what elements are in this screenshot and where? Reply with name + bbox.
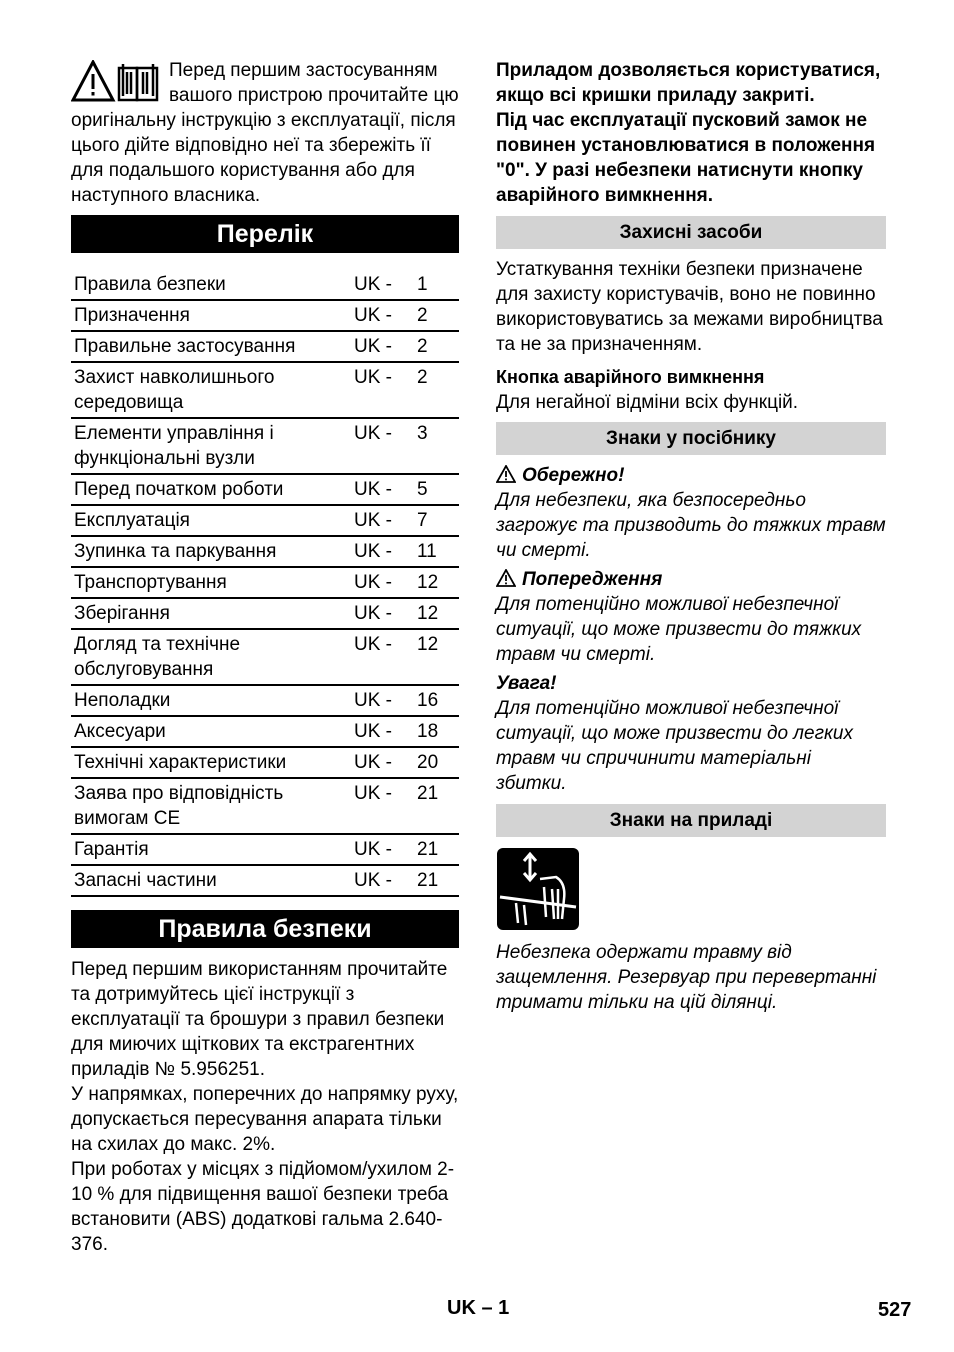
toc-row bbox=[71, 716, 459, 747]
toc-item-prefix: UK - bbox=[351, 331, 414, 362]
safety-paragraph-2: У напрямках, поперечних до напрямку руху, допускається пересування апарата тільки на схилах до макс. 2%. bbox=[71, 1084, 459, 1155]
toc-row bbox=[71, 362, 459, 418]
toc-item-page: 20 bbox=[414, 747, 459, 778]
toc-item-page: 2 bbox=[414, 300, 459, 331]
footer-page-number: 527 bbox=[878, 1299, 912, 1321]
toc-item-page: 11 bbox=[414, 536, 459, 567]
signs-device-heading: Знаки на приладі bbox=[496, 804, 886, 837]
toc-item-page: 16 bbox=[414, 685, 459, 716]
danger-title: Обережно! bbox=[522, 465, 625, 486]
safety-heading: Правила безпеки bbox=[71, 910, 459, 948]
toc-item-prefix: UK - bbox=[351, 270, 414, 300]
lid-notice-text: Приладом дозволяється користуватися, якщо всі кришки приладу закриті. bbox=[496, 60, 881, 106]
toc-item-prefix: UK - bbox=[351, 362, 414, 418]
toc-row bbox=[71, 834, 459, 865]
toc-row bbox=[71, 418, 459, 474]
toc-item-page: 1 bbox=[414, 270, 459, 300]
toc-item-title: Елементи управління і функціональні вузли bbox=[71, 418, 351, 474]
signs-device-section bbox=[496, 837, 886, 1015]
toc-item-page: 21 bbox=[414, 778, 459, 834]
toc-row bbox=[71, 505, 459, 536]
key-switch-notice: Під час експлуатації пусковий замок не повинен установлюватися в положення "0". У разі небезпеки натиснути кнопку аварійного вимкнення. bbox=[496, 110, 876, 206]
toc-item-prefix: UK - bbox=[351, 474, 414, 505]
safety-paragraph-1: Перед першим використанням прочитайте та дотримуйтесь цієї інструкції з експлуатації та брошури з правил безпеки для миючих щіткових та екстрагентних приладів № 5.956251. bbox=[71, 959, 448, 1080]
toc-item-title: Транспортування bbox=[71, 567, 351, 598]
toc-item-prefix: UK - bbox=[351, 629, 414, 685]
intro-block bbox=[71, 58, 459, 208]
estop-title: Кнопка аварійного вимкнення bbox=[496, 367, 765, 387]
toc-item-prefix: UK - bbox=[351, 418, 414, 474]
lid-notice bbox=[496, 58, 886, 208]
toc-row bbox=[71, 865, 459, 896]
toc-item-page: 12 bbox=[414, 598, 459, 629]
signs-manual-heading: Знаки у посібнику bbox=[496, 422, 886, 455]
toc-row bbox=[71, 300, 459, 331]
toc-item-prefix: UK - bbox=[351, 778, 414, 834]
toc-row bbox=[71, 270, 459, 300]
toc-item-prefix: UK - bbox=[351, 567, 414, 598]
toc-item-page: 3 bbox=[414, 418, 459, 474]
toc-item-title: Призначення bbox=[71, 300, 351, 331]
protective-heading: Захисні засоби bbox=[496, 216, 886, 249]
protective-text: Устаткування техніки безпеки призначене для захисту користувачів, воно не повинно використовуватись за межами виробництва та не за призначенням. bbox=[496, 259, 883, 355]
toc-item-prefix: UK - bbox=[351, 536, 414, 567]
toc-row bbox=[71, 629, 459, 685]
toc-item-title: Захист навколишнього середовища bbox=[71, 362, 351, 418]
hand-crush-hazard-icon bbox=[496, 847, 580, 931]
toc-item-page: 7 bbox=[414, 505, 459, 536]
warning-triangle-icon bbox=[496, 569, 516, 587]
toc-row bbox=[71, 567, 459, 598]
toc-row bbox=[71, 747, 459, 778]
toc-item-title: Правила безпеки bbox=[71, 270, 351, 300]
danger-heading bbox=[496, 463, 886, 488]
toc-item-title: Аксесуари bbox=[71, 716, 351, 747]
toc-row bbox=[71, 474, 459, 505]
toc-item-title: Експлуатація bbox=[71, 505, 351, 536]
toc-heading: Перелік bbox=[71, 215, 459, 253]
signs-manual-section bbox=[496, 463, 886, 796]
right-column bbox=[496, 58, 886, 1015]
toc-item-page: 2 bbox=[414, 362, 459, 418]
toc-item-title: Правильне застосування bbox=[71, 331, 351, 362]
toc-item-page: 21 bbox=[414, 834, 459, 865]
toc-item-page: 2 bbox=[414, 331, 459, 362]
toc-item-title: Гарантія bbox=[71, 834, 351, 865]
danger-text: Для небезпеки, яка безпосередньо загрожує та призводить до тяжких травм чи смерті. bbox=[496, 490, 886, 561]
toc-item-prefix: UK - bbox=[351, 747, 414, 778]
toc-item-page: 12 bbox=[414, 567, 459, 598]
toc-item-title: Догляд та технічне обслуговування bbox=[71, 629, 351, 685]
footer-page-ref: UK – 1 bbox=[447, 1297, 510, 1319]
toc-row bbox=[71, 598, 459, 629]
toc-item-prefix: UK - bbox=[351, 300, 414, 331]
toc-row bbox=[71, 778, 459, 834]
toc-item-page: 18 bbox=[414, 716, 459, 747]
signs-device-text: Небезпека одержати травму від защемлення. Резервуар при перевертанні тримати тільки на цій ділянці. bbox=[496, 942, 877, 1013]
toc-item-prefix: UK - bbox=[351, 685, 414, 716]
toc-item-title: Зупинка та паркування bbox=[71, 536, 351, 567]
toc-item-title: Зберігання bbox=[71, 598, 351, 629]
toc-row bbox=[71, 685, 459, 716]
toc-item-page: 5 bbox=[414, 474, 459, 505]
caution-title: Увага! bbox=[496, 673, 557, 694]
toc-table bbox=[71, 270, 459, 897]
toc-item-title: Заява про відповідність вимогам CE bbox=[71, 778, 351, 834]
toc-item-prefix: UK - bbox=[351, 716, 414, 747]
warning-text: Для потенційно можливої небезпечної ситуації, що може призвести до тяжких травм чи смерті. bbox=[496, 594, 862, 665]
toc-item-page: 12 bbox=[414, 629, 459, 685]
toc-row bbox=[71, 331, 459, 362]
warning-title: Попередження bbox=[522, 569, 663, 590]
warning-heading bbox=[496, 567, 886, 592]
toc-item-prefix: UK - bbox=[351, 505, 414, 536]
left-column bbox=[71, 58, 459, 1257]
toc-row bbox=[71, 536, 459, 567]
protective-section bbox=[496, 257, 886, 415]
safety-text bbox=[71, 957, 459, 1257]
safety-paragraph-3: При роботах у місцях з підйомом/ухилом 2-10 % для підвищення вашої безпеки треба встановити (ABS) додаткові гальма 2.640-376. bbox=[71, 1159, 455, 1255]
toc-item-prefix: UK - bbox=[351, 598, 414, 629]
warning-manual-icon bbox=[71, 60, 161, 104]
caution-text: Для потенційно можливої небезпечної ситуації, що може призвести до легких травм чи спричинити матеріальні збитки. bbox=[496, 698, 854, 794]
estop-text: Для негайної відміни всіх функцій. bbox=[496, 392, 799, 413]
toc-item-prefix: UK - bbox=[351, 865, 414, 896]
toc-item-title: Запасні частини bbox=[71, 865, 351, 896]
toc-item-title: Неполадки bbox=[71, 685, 351, 716]
toc-item-page: 21 bbox=[414, 865, 459, 896]
toc-item-title: Технічні характеристики bbox=[71, 747, 351, 778]
intro-text: Перед першим застосуванням вашого пристрою прочитайте цю оригінальну інструкцію з експлуатації, після цього дійте відповідно неї та збережіть її для подальшого користування або для наступного власника. bbox=[71, 60, 459, 206]
toc-item-prefix: UK - bbox=[351, 834, 414, 865]
toc-item-title: Перед початком роботи bbox=[71, 474, 351, 505]
warning-triangle-icon bbox=[496, 465, 516, 483]
